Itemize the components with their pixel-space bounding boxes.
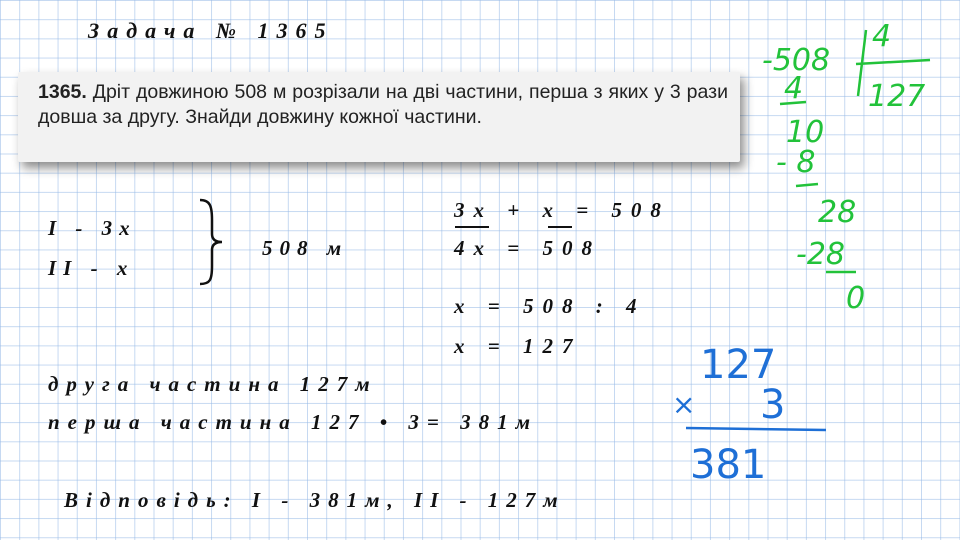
second-part-line: друга частина 127м [48,372,378,396]
division-subtract-1: 4 [784,71,804,106]
equation-1: 3x + x = 508 [454,198,670,222]
problem-number: 1365. [38,81,87,103]
division-quotient: 127 [868,79,926,114]
answer-line: Відповідь: I - 381м, II - 127м [64,488,566,512]
division-dividend: -508 [762,43,831,78]
multiplication-result: 381 [690,442,767,488]
equation-2: 4x = 508 [454,236,601,260]
multiplication-line [686,428,826,430]
equation-3: x = 508 : 4 [454,294,646,318]
setup-row-1: I - 3x [48,216,137,240]
total-length: 508 м [262,236,349,260]
multiply-sign-icon: × [672,388,696,421]
task-title: Задача № 1365 [88,18,334,43]
first-part-line: перша частина 127 • 3= 381м [48,410,538,434]
problem-body: Дріт довжиною 508 м розрізали на дві частини, перша з яких у 3 рази довша за другу. Знайди довжину кожної частини. [38,81,728,128]
division-subtract-3: -28 [796,237,845,272]
multiplication-factor: 3 [760,382,786,428]
multiplication-top: 127 [700,342,777,388]
division-remainder-1: 10 [786,115,825,150]
division-divisor: 4 [872,19,892,54]
setup-row-2: II - x [48,256,135,280]
division-subtract-2: - 8 [776,145,816,180]
equation-4: x = 127 [454,334,582,358]
division-remainder-2: 28 [818,195,857,230]
division-result: 0 [846,281,866,316]
